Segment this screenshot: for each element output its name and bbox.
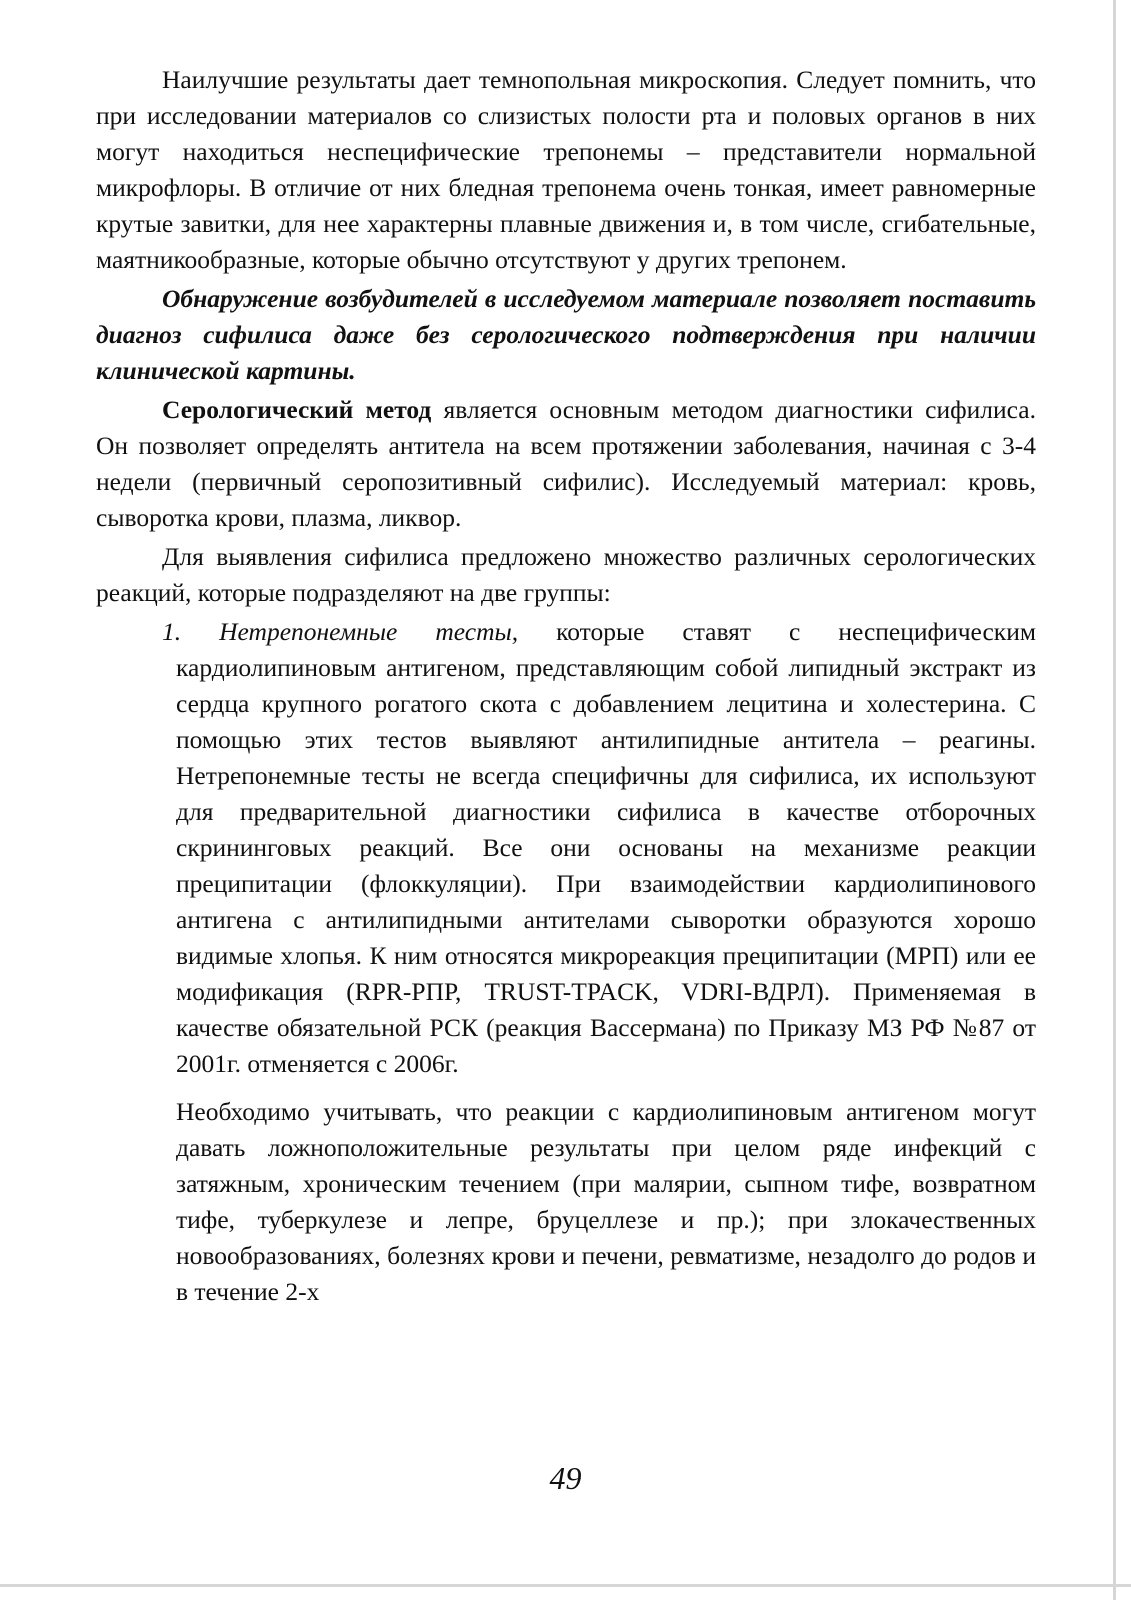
page-number: 49 <box>549 1460 582 1496</box>
paragraph-microscopy: Наилучшие результаты дает темнопольная микроскопия. Следует помнить, что при исследовании материалов со слизистых полости рта и половых органов в них могут находиться неспецифические трепонемы – представители нормальной микрофлоры. В отличие от них бледная трепонема очень тонкая, имеет равномерные крутые завитки, для нее характерны плавные движения и, в том числе, сгибательные, маятникообразные, которые обычно отсутствуют у других трепонем. <box>96 65 1036 274</box>
serological-method-text: является основным методом диагностики сифилиса. Он позволяет определять антитела на всем протяжении заболевания, начиная с 3-4 недели (первичный серопозитивный сифилис). Исследуемый материал: кровь, сыворотка крови, плазма, ликвор. <box>96 395 1036 532</box>
paragraph-reaction-groups: Для выявления сифилиса предложено множество различных серологических реакций, которые подразделяют на две группы: <box>96 542 1036 607</box>
body-text <box>96 62 1036 1310</box>
page-bottom-edge <box>0 1584 1131 1587</box>
paragraph-serological-method <box>96 392 1036 536</box>
list-item-nontreponemal <box>162 614 1036 1082</box>
page-right-edge <box>1113 0 1116 1600</box>
list-item-term: Нетрепонемные тесты, <box>219 617 519 646</box>
serological-method-term: Серологический метод <box>162 395 432 424</box>
paragraph-emphasis: Обнаружение возбудителей в исследуемом материале позволяет поставить диагноз сифилиса даже без серологического подтверждения при наличии клинической картины. <box>96 284 1036 385</box>
list-item-number: 1. <box>162 617 182 646</box>
list-item-text: которые ставят с неспецифическим кардиолипиновым антигеном, представляющим собой липидный экстракт из сердца крупного рогатого скота с добавлением лецитина и холестерина. С помощью этих тестов выявляют антилипидные антитела – реагины. Нетрепонемные тесты не всегда специфичны для сифилиса, их используют для предварительной диагностики сифилиса в качестве отборочных скрининговых реакций. Все они основаны на механизме реакции преципитации (флоккуляции). При взаимодействии кардиолипинового антигена с антилипидными антителами сыворотки образуются хорошо видимые хлопья. К ним относятся микрореакция преципитации (МРП) или ее модификация (RPR-РПР, TRUST-TPACK, VDRI-ВДРЛ). Применяемая в качестве обязательной РСК (реакция Вассермана) по Приказу МЗ РФ №87 от 2001г. отменяется с 2006г. <box>176 617 1036 1078</box>
list-item-note: Необходимо учитывать, что реакции с кардиолипиновым антигеном могут давать ложноположительные результаты при целом ряде инфекций с затяжным, хроническим течением (при малярии, сыпном тифе, возвратном тифе, туберкулезе и лепре, бруцеллезе и пр.); при злокачественных новообразованиях, болезнях крови и печени, ревматизме, незадолго до родов и в течение 2-х <box>176 1097 1036 1306</box>
